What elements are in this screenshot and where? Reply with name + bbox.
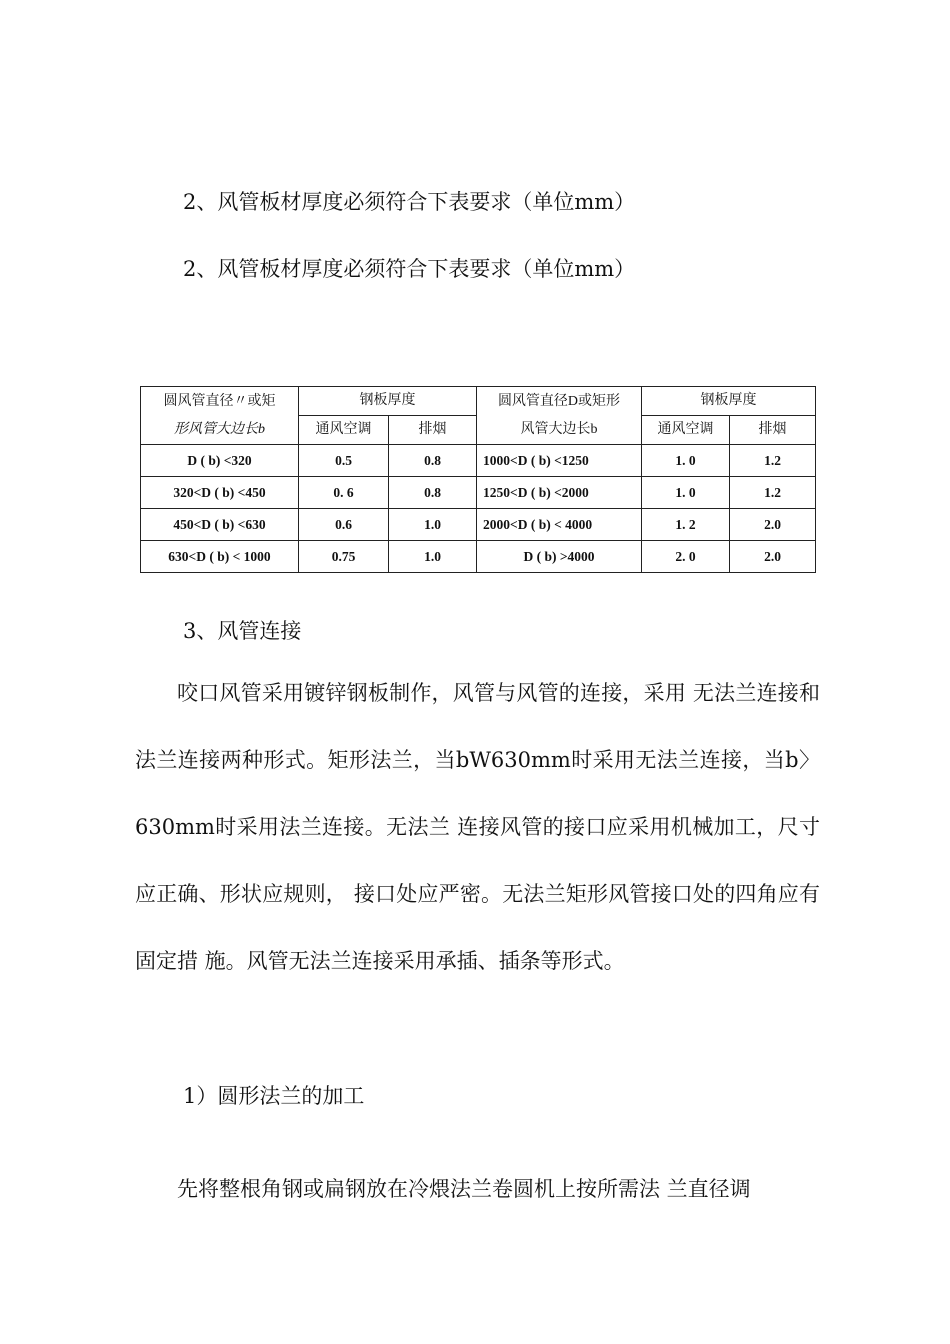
smoke-value: 1.0 <box>389 541 477 573</box>
sub-header-smoke-2: 排烟 <box>730 416 816 445</box>
table-row <box>141 541 816 573</box>
range-cell-2: 1000<D ( b) <1250 <box>477 445 642 477</box>
col-header-size2-line1: 圆风管直径D或矩形 <box>497 393 621 409</box>
thickness-table <box>140 386 816 573</box>
range-cell: 320<D ( b) <450 <box>141 477 299 509</box>
smoke-value: 0.8 <box>389 445 477 477</box>
range-cell-2: 1250<D ( b) <2000 <box>477 477 642 509</box>
ventilation-value: 0. 6 <box>299 477 389 509</box>
range-cell-2: 2000<D ( b) < 4000 <box>477 509 642 541</box>
section-heading-duct-connection: 3、风管连接 <box>183 619 302 643</box>
col-header-size-line2: 形风管大边长b <box>174 421 265 437</box>
paragraph-duct-connection: 咬口风管采用镀锌钢板制作，风管与风管的连接，采用 无法兰连接和法兰连接两种形式。矩形法兰，当bW630mm时采用无法兰连接，当b〉630mm时采用法兰连接。无法兰 连接风管的接口应采用机械加工，尺寸应正确、形状应规则， 接口处应严密。无法兰矩形风管接口处的四角应有固定措 施。风管无法兰连接采用承插、插条等形式。 <box>135 681 820 973</box>
smoke-value: 1.0 <box>389 509 477 541</box>
col-header-size-round-2 <box>477 387 642 445</box>
table-row <box>141 477 816 509</box>
subsection-heading-round-flange: 1）圆形法兰的加工 <box>183 1084 365 1108</box>
col-header-thickness: 钢板厚度 <box>299 387 477 416</box>
table-row <box>141 509 816 541</box>
col-header-size-round <box>141 387 299 445</box>
sub-header-ventilation-2: 通风空调 <box>642 416 730 445</box>
section-heading-thickness-repeat: 2、风管板材厚度必须符合下表要求（单位mm） <box>183 257 636 281</box>
sub-header-ventilation: 通风空调 <box>299 416 389 445</box>
table-row <box>141 445 816 477</box>
ventilation-value: 0.6 <box>299 509 389 541</box>
col-header-thickness-2: 钢板厚度 <box>642 387 816 416</box>
ventilation-value-2: 1. 0 <box>642 477 730 509</box>
ventilation-value-2: 1. 0 <box>642 445 730 477</box>
range-cell: D ( b) <320 <box>141 445 299 477</box>
range-cell: 450<D ( b) <630 <box>141 509 299 541</box>
ventilation-value-2: 1. 2 <box>642 509 730 541</box>
range-cell: 630<D ( b) < 1000 <box>141 541 299 573</box>
smoke-value-2: 2.0 <box>730 541 816 573</box>
sub-header-smoke: 排烟 <box>389 416 477 445</box>
section-heading-thickness: 2、风管板材厚度必须符合下表要求（单位mm） <box>183 190 636 214</box>
smoke-value-2: 1.2 <box>730 477 816 509</box>
smoke-value-2: 2.0 <box>730 509 816 541</box>
col-header-size-line1: 圆风管直径〃或矩 <box>163 393 276 409</box>
col-header-size2-line2: 风管大边长b <box>520 421 598 437</box>
ventilation-value: 0.5 <box>299 445 389 477</box>
paragraph-round-flange: 先将整根角钢或扁钢放在冷煨法兰卷圆机上按所需法 兰直径调 <box>177 1177 751 1201</box>
smoke-value-2: 1.2 <box>730 445 816 477</box>
ventilation-value: 0.75 <box>299 541 389 573</box>
range-cell-2: D ( b) >4000 <box>477 541 642 573</box>
smoke-value: 0.8 <box>389 477 477 509</box>
ventilation-value-2: 2. 0 <box>642 541 730 573</box>
